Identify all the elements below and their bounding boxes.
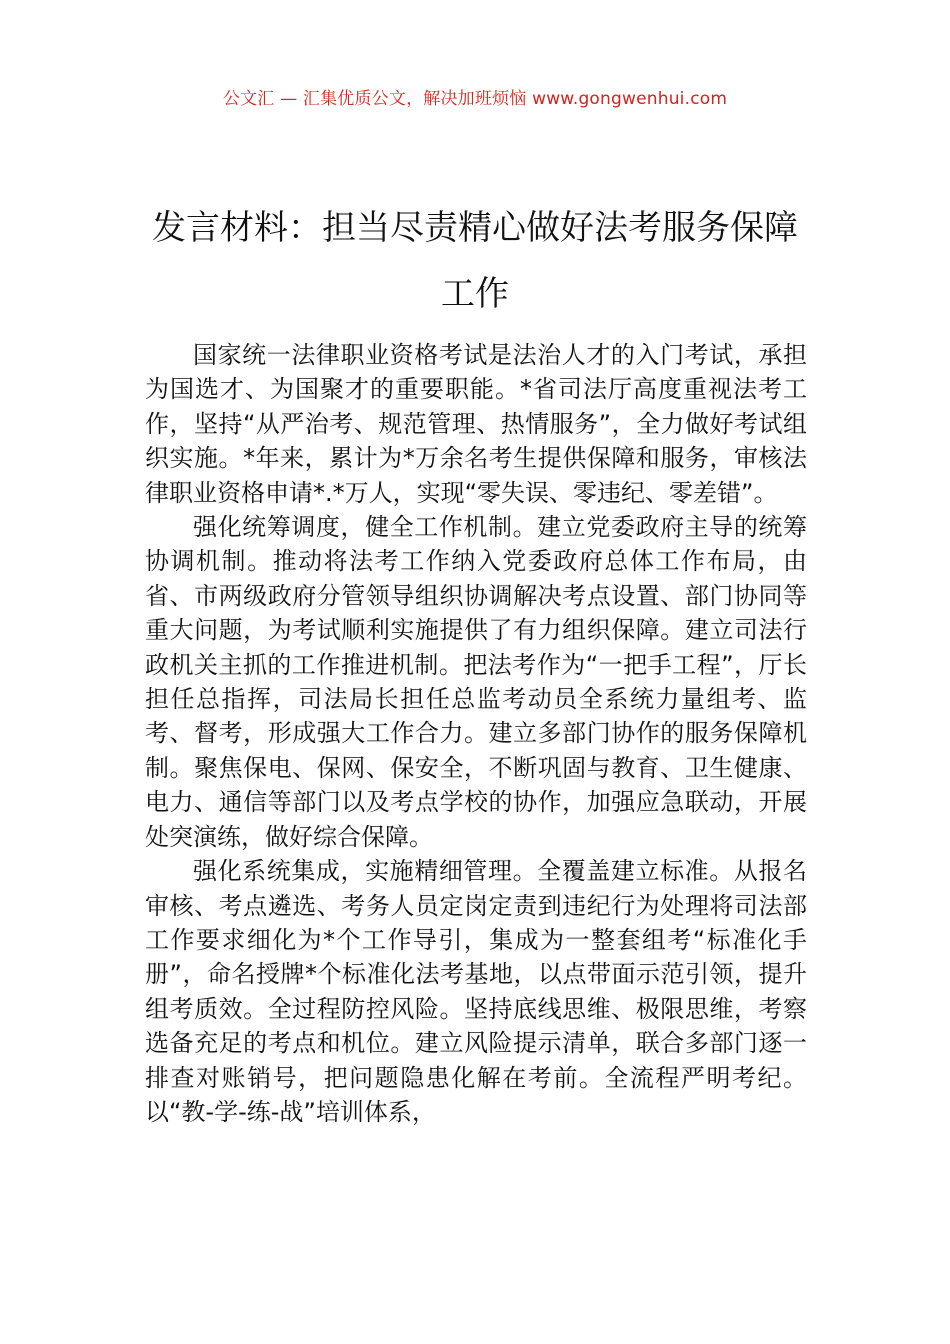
document-body <box>145 338 807 1129</box>
header-banner: 公文汇 — 汇集优质公文，解决加班烦恼 www.gongwenhui.com <box>222 89 728 109</box>
paragraph: 国家统一法律职业资格考试是法治人才的入门考试，承担为国选才、为国聚才的重要职能。*省司法厅高度重视法考工作，坚持“从严治考、规范管理、热情服务”，全力做好考试组织实施。*年来，累计为*万余名考生提供保障和服务，审核法律职业资格申请*.*万人，实现“零失误、零违纪、零差错”。 <box>145 341 807 507</box>
paragraph: 强化统筹调度，健全工作机制。建立党委政府主导的统筹协调机制。推动将法考工作纳入党委政府总体工作布局，由省、市两级政府分管领导组织协调解决考点设置、部门协同等重大问题，为考试顺利实施提供了有力组织保障。建立司法行政机关主抓的工作推进机制。把法考作为“一把手工程”，厅长担任总指挥，司法局长担任总监考动员全系统力量组考、监考、督考，形成强大工作合力。建立多部门协作的服务保障机制。聚焦保电、保网、保安全，不断巩固与教育、卫生健康、电力、通信等部门以及考点学校的协作，加强应急联动，开展处突演练，做好综合保障。 <box>145 513 807 851</box>
document-title: 发言材料：担当尽责精心做好法考服务保障工作 <box>152 207 798 314</box>
paragraph: 强化系统集成，实施精细管理。全覆盖建立标准。从报名审核、考点遴选、考务人员定岗定责到违纪行为处理将司法部工作要求细化为*个工作导引，集成为一整套组考“标准化手册”，命名授牌*个标准化法考基地，以点带面示范引领，提升组考质效。全过程防控风险。坚持底线思维、极限思维，考察选备充足的考点和机位。建立风险提示清单，联合多部门逐一排查对账销号，把问题隐患化解在考前。全流程严明考纪。以“教-学-练-战”培训体系， <box>145 857 807 1126</box>
